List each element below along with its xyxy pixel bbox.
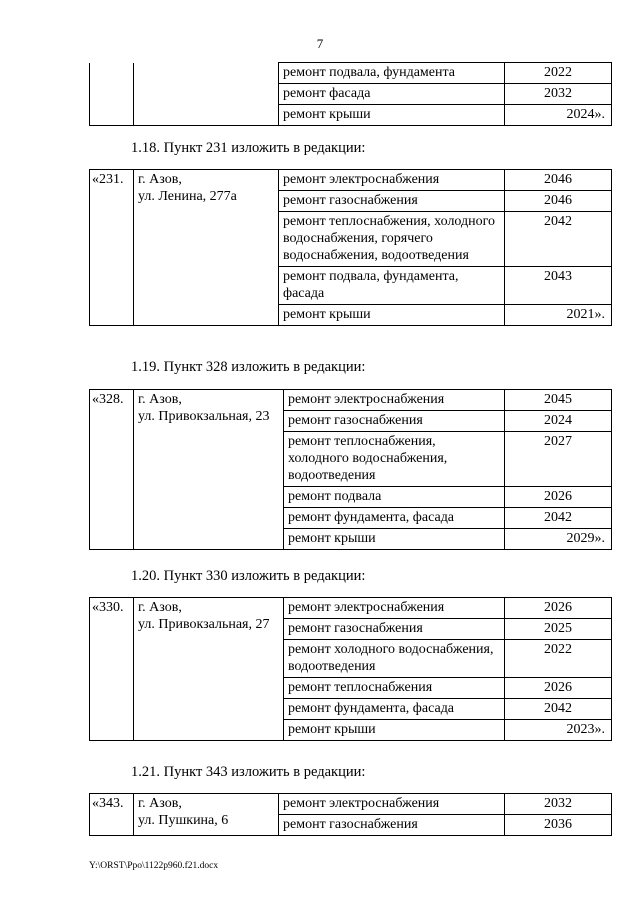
num-cell: «343.: [90, 794, 134, 836]
work-cell: ремонт электроснабжения: [284, 390, 505, 411]
year-cell: 2032: [505, 84, 612, 105]
work-cell: ремонт крыши: [279, 305, 505, 326]
year-cell: 2027: [505, 432, 612, 487]
continuation-table: [89, 62, 612, 126]
year-cell: 2045: [505, 390, 612, 411]
work-cell: ремонт холодного водоснабжения, водоотведения: [284, 640, 505, 678]
table-row: [90, 63, 612, 84]
year-cell: 2042: [505, 699, 612, 720]
work-cell: ремонт электроснабжения: [279, 794, 505, 815]
work-cell: ремонт газоснабжения: [284, 619, 505, 640]
paragraph-1-19: 1.19. Пункт 328 изложить в редакции:: [131, 359, 366, 375]
work-cell: ремонт фундамента, фасада: [284, 699, 505, 720]
work-cell: ремонт электроснабжения: [279, 170, 505, 191]
table-row: [90, 170, 612, 191]
address-street: ул. Ленина, 277а: [138, 189, 237, 204]
work-cell: ремонт крыши: [284, 529, 505, 550]
work-cell: ремонт газоснабжения: [284, 411, 505, 432]
year-cell: 2036: [505, 815, 612, 836]
address-cell: [134, 63, 279, 126]
address-cell: [134, 170, 279, 326]
table-231: [89, 169, 612, 326]
work-cell: ремонт крыши: [279, 105, 505, 126]
year-cell: 2032: [505, 794, 612, 815]
address-cell: [134, 794, 279, 836]
num-cell: «328.: [90, 390, 134, 550]
year-cell: 2026: [505, 678, 612, 699]
paragraph-1-21: 1.21. Пункт 343 изложить в редакции:: [131, 764, 366, 780]
year-cell: 2043: [505, 267, 612, 305]
year-cell: 2046: [505, 170, 612, 191]
table-row: [90, 794, 612, 815]
work-cell: ремонт подвала, фундамента: [279, 63, 505, 84]
num-cell: «231.: [90, 170, 134, 326]
address-street: ул. Привокзальная, 23: [138, 409, 270, 424]
table-343: [89, 793, 612, 836]
table-row: [90, 390, 612, 411]
year-cell: 2042: [505, 212, 612, 267]
paragraph-1-18: 1.18. Пункт 231 изложить в редакции:: [131, 140, 366, 156]
num-cell: «330.: [90, 598, 134, 741]
year-cell: 2023».: [505, 720, 612, 741]
address-street: ул. Привокзальная, 27: [138, 617, 270, 632]
work-cell: ремонт газоснабжения: [279, 191, 505, 212]
year-cell: 2026: [505, 487, 612, 508]
address-cell: [134, 598, 284, 741]
year-cell: 2042: [505, 508, 612, 529]
num-cell: [90, 63, 134, 126]
year-cell: 2024: [505, 411, 612, 432]
address-city: г. Азов,: [138, 796, 182, 811]
table-328: [89, 389, 612, 550]
year-cell: 2025: [505, 619, 612, 640]
paragraph-1-20: 1.20. Пункт 330 изложить в редакции:: [131, 568, 366, 584]
page-number: 7: [316, 36, 324, 51]
work-cell: ремонт газоснабжения: [279, 815, 505, 836]
work-cell: ремонт подвала: [284, 487, 505, 508]
work-cell: ремонт фасада: [279, 84, 505, 105]
year-cell: 2022: [505, 63, 612, 84]
year-cell: 2029».: [505, 529, 612, 550]
table-330: [89, 597, 612, 741]
address-city: г. Азов,: [138, 392, 182, 407]
year-cell: 2046: [505, 191, 612, 212]
work-cell: ремонт теплоснабжения, холодного водоснабжения, горячего водоснабжения, водоотведения: [279, 212, 505, 267]
file-path-footer: Y:\ORST\Ppo\1122p960.f21.docx: [89, 861, 219, 871]
work-cell: ремонт фундамента, фасада: [284, 508, 505, 529]
address-city: г. Азов,: [138, 172, 182, 187]
address-cell: [134, 390, 284, 550]
address-city: г. Азов,: [138, 600, 182, 615]
year-cell: 2024».: [505, 105, 612, 126]
address-street: ул. Пушкина, 6: [138, 813, 229, 828]
work-cell: ремонт подвала, фундамента, фасада: [279, 267, 505, 305]
work-cell: ремонт теплоснабжения, холодного водоснабжения, водоотведения: [284, 432, 505, 487]
work-cell: ремонт крыши: [284, 720, 505, 741]
year-cell: 2021».: [505, 305, 612, 326]
table-row: [90, 598, 612, 619]
work-cell: ремонт электроснабжения: [284, 598, 505, 619]
work-cell: ремонт теплоснабжения: [284, 678, 505, 699]
year-cell: 2022: [505, 640, 612, 678]
year-cell: 2026: [505, 598, 612, 619]
